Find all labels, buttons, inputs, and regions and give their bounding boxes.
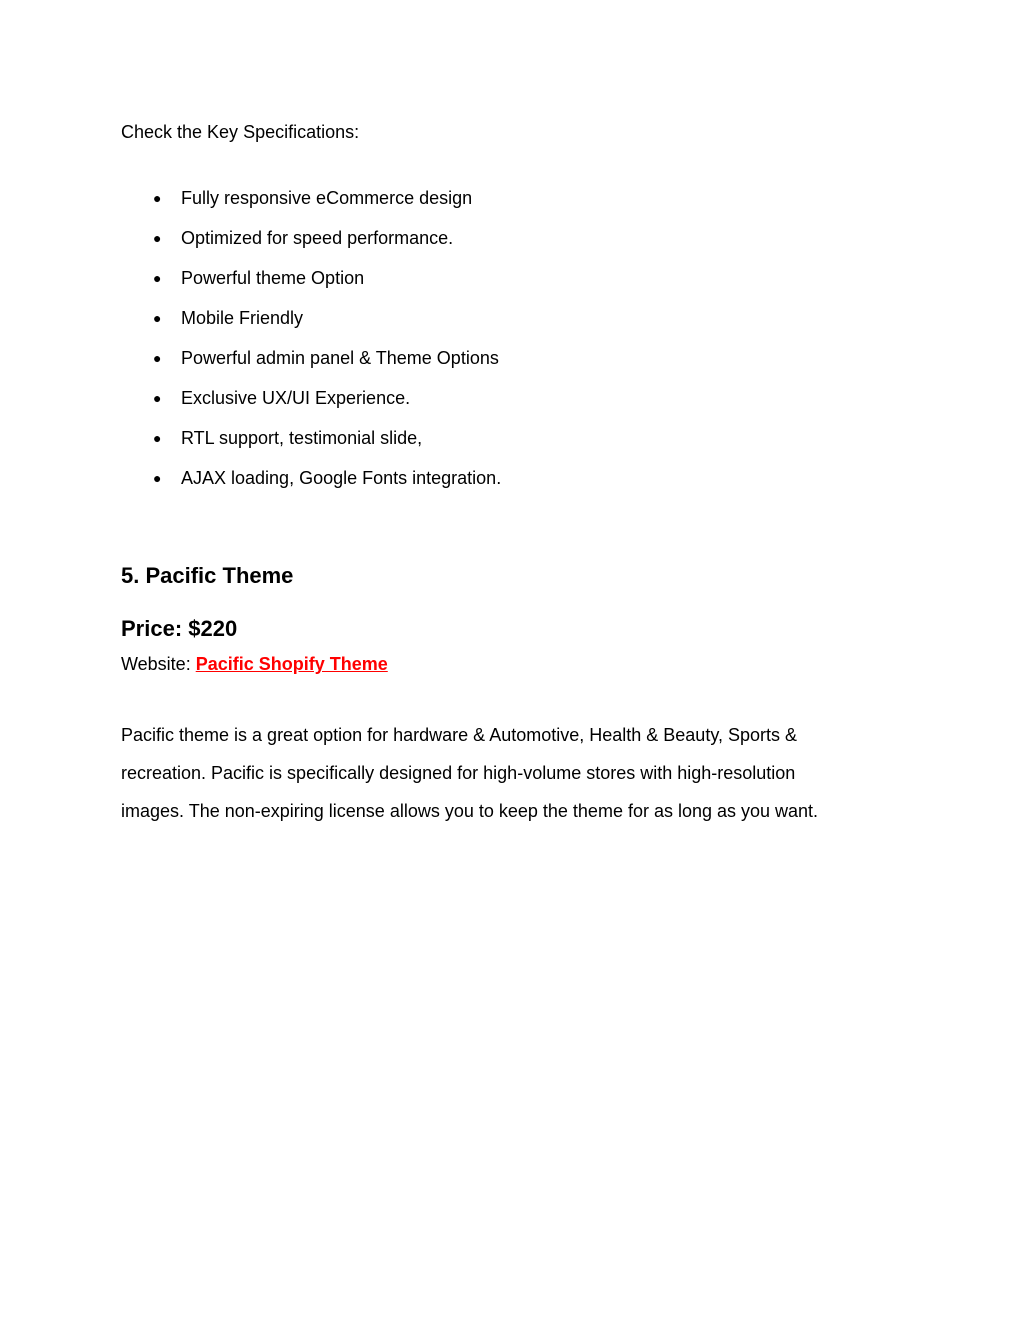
list-item-text: RTL support, testimonial slide, <box>181 428 423 448</box>
bullet-icon: ● <box>153 390 162 406</box>
bullet-icon: ● <box>153 430 162 446</box>
description-line: recreation. Pacific is specifically designed for high-volume stores with high-resolution <box>121 763 796 783</box>
list-item <box>121 186 501 226</box>
list-item <box>121 226 501 266</box>
bullet-icon: ● <box>153 270 162 286</box>
description-line: Pacific theme is a great option for hardware & Automotive, Health & Beauty, Sports & <box>121 725 798 745</box>
price-heading: Price: $220 <box>121 616 238 641</box>
list-item-text: Powerful admin panel & Theme Options <box>181 348 499 368</box>
list-item-text: Fully responsive eCommerce design <box>181 188 473 208</box>
list-item <box>121 266 501 306</box>
section-heading: 5. Pacific Theme <box>121 563 294 588</box>
list-item-text: Powerful theme Option <box>181 268 365 288</box>
specifications-list <box>121 186 501 506</box>
bullet-icon: ● <box>153 350 162 366</box>
description-line: images. The non-expiring license allows you to keep the theme for as long as you want. <box>121 801 819 821</box>
specifications-intro: Check the Key Specifications: <box>121 122 360 142</box>
bullet-icon: ● <box>153 470 162 486</box>
list-item-text: Optimized for speed performance. <box>181 228 454 248</box>
list-item <box>121 346 501 386</box>
website-line <box>121 652 388 676</box>
list-item-text: Mobile Friendly <box>181 308 304 328</box>
list-item <box>121 466 501 506</box>
list-item-text: AJAX loading, Google Fonts integration. <box>181 468 502 488</box>
description-paragraph <box>121 716 901 830</box>
website-label: Website: <box>121 654 196 674</box>
website-link[interactable]: Pacific Shopify Theme <box>195 654 388 674</box>
bullet-icon: ● <box>153 230 162 246</box>
list-item-text: Exclusive UX/UI Experience. <box>181 388 411 408</box>
list-item <box>121 386 501 426</box>
list-item <box>121 306 501 346</box>
bullet-icon: ● <box>153 190 162 206</box>
bullet-icon: ● <box>153 310 162 326</box>
list-item <box>121 426 501 466</box>
